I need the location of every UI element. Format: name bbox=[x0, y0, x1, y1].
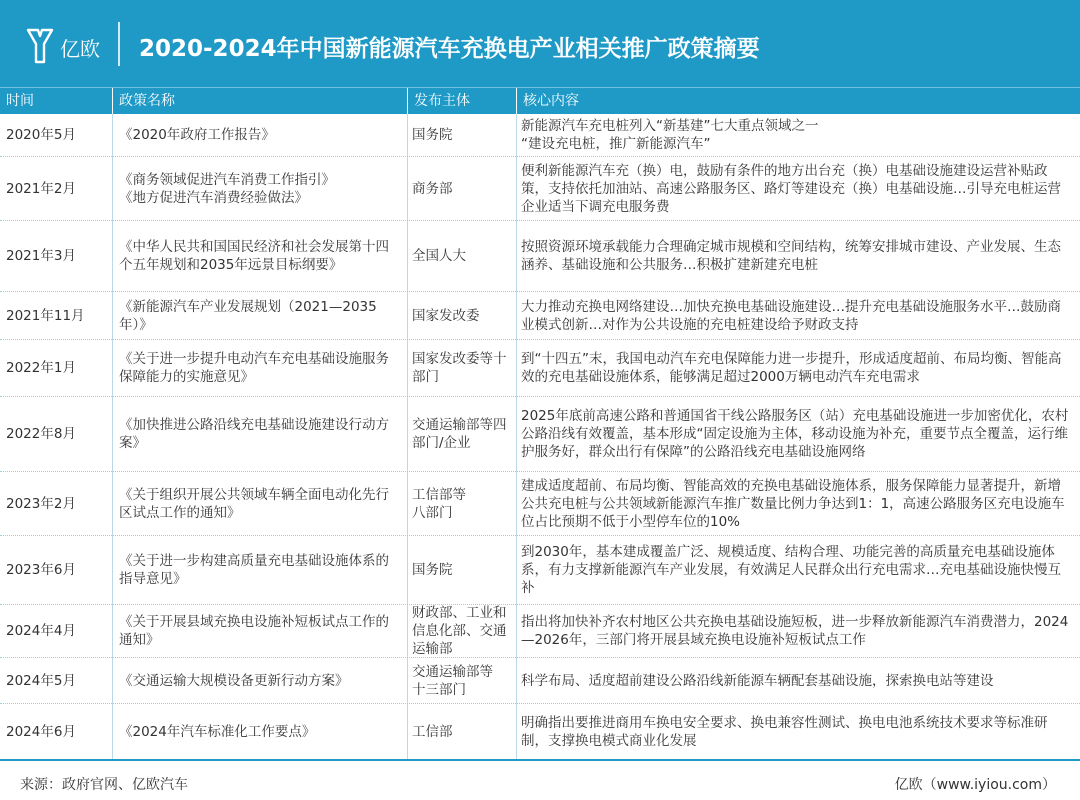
cell-policy-name: 《关于进一步构建高质量充电基础设施体系的指导意见》 bbox=[119, 553, 389, 587]
cell-core-content: 到2030年，基本建成覆盖广泛、规模适度、结构合理、功能完善的高质量充电基础设施体系，有力支撑新能源汽车产业发展，有效满足人民群众出行充电需求…充电基础设施快慢互补 bbox=[521, 544, 1061, 596]
header-divider bbox=[118, 22, 120, 66]
cell-time: 2024年4月 bbox=[6, 623, 76, 639]
cell-issuer: 全国人大 bbox=[412, 248, 466, 264]
logo bbox=[26, 26, 110, 66]
table-row bbox=[0, 340, 1080, 397]
cell-time: 2021年11月 bbox=[6, 307, 85, 324]
cell-issuer: 财政部、工业和信息化部、交通运输部 bbox=[412, 605, 507, 657]
cell-core-content: 2025年底前高速公路和普通国省干线公路服务区（站）充电基础设施进一步加密优化，农村公路沿线有效覆盖，基本形成“固定设施为主体，移动设施为补充，重要节点全覆盖，运行维护服务好，群众出行有保障”的公路沿线充电基础设施网络 bbox=[521, 408, 1069, 460]
cell-time: 2021年3月 bbox=[6, 248, 76, 264]
column-header-policy-name: 政策名称 bbox=[119, 93, 175, 109]
cell-core-content: 指出将加快补齐农村地区公共充换电基础设施短板，进一步释放新能源汽车消费潜力，2024—2026年，三部门将开展县域充换电设施补短板试点工作 bbox=[521, 614, 1069, 648]
cell-issuer: 国务院 bbox=[412, 127, 453, 143]
cell-policy-name: 《交通运输大规模设备更新行动方案》 bbox=[119, 672, 349, 689]
cell-policy-name: 《关于进一步提升电动汽车充电基础设施服务保障能力的实施意见》 bbox=[119, 351, 389, 385]
cell-policy-name: 《关于开展县域充换电设施补短板试点工作的通知》 bbox=[119, 614, 389, 648]
cell-time: 2022年1月 bbox=[6, 360, 76, 376]
cell-time: 2023年6月 bbox=[6, 562, 76, 578]
cell-policy-name: 《加快推进公路沿线充电基础设施建设行动方案》 bbox=[119, 417, 389, 451]
table-row bbox=[0, 536, 1080, 605]
cell-policy-name: 《2024年汽车标准化工作要点》 bbox=[119, 723, 316, 740]
cell-core-content: 便利新能源汽车充（换）电，鼓励有条件的地方出台充（换）电基础设施建设运营补贴政策，支持依托加油站、高速公路服务区、路灯等建设充（换）电基础设施…引导充电桩运营企业适当下调充电服务费 bbox=[521, 162, 1061, 215]
cell-policy-name: 《2020年政府工作报告》 bbox=[119, 127, 275, 143]
cell-issuer: 交通运输部等 十三部门 bbox=[412, 663, 493, 698]
table-header bbox=[0, 87, 1080, 114]
table-bottom-rule bbox=[0, 759, 1080, 761]
cell-policy-name: 《商务领域促进汽车消费工作指引》 《地方促进汽车消费经验做法》 bbox=[119, 171, 335, 206]
cell-time: 2021年2月 bbox=[6, 180, 76, 197]
table-row bbox=[0, 292, 1080, 340]
table-row bbox=[0, 704, 1080, 759]
cell-issuer: 国家发改委 bbox=[412, 307, 480, 324]
logo-text: 亿欧 bbox=[60, 37, 100, 61]
cell-time: 2022年8月 bbox=[6, 426, 76, 442]
cell-time: 2024年6月 bbox=[6, 723, 76, 740]
cell-time: 2023年2月 bbox=[6, 495, 76, 512]
page-title: 2020-2024年中国新能源汽车充换电产业相关推广政策摘要 bbox=[139, 36, 760, 62]
cell-policy-name: 《关于组织开展公共领域车辆全面电动化先行区试点工作的通知》 bbox=[119, 486, 389, 521]
cell-core-content: 新能源汽车充电桩列入“新基建”七大重点领域之一 “建设充电桩，推广新能源汽车” bbox=[521, 118, 819, 152]
column-header-core-content: 核心内容 bbox=[523, 93, 579, 109]
cell-core-content: 按照资源环境承载能力合理确定城市规模和空间结构，统筹安排城市建设、产业发展、生态涵养、基础设施和公共服务…积极扩建新建充电桩 bbox=[521, 239, 1061, 273]
cell-policy-name: 《中华人民共和国国民经济和社会发展第十四个五年规划和2035年远景目标纲要》 bbox=[119, 239, 389, 273]
table-row bbox=[0, 397, 1080, 472]
cell-policy-name: 《新能源汽车产业发展规划（2021—2035年）》 bbox=[119, 298, 377, 333]
policy-table bbox=[0, 114, 1080, 759]
yiou-logo-icon bbox=[26, 26, 54, 66]
table-row bbox=[0, 221, 1080, 292]
column-header-issuer: 发布主体 bbox=[414, 93, 470, 109]
cell-issuer: 国务院 bbox=[412, 562, 453, 578]
cell-issuer: 国家发改委等十部门 bbox=[412, 351, 507, 385]
cell-core-content: 大力推动充换电网络建设…加快充换电基础设施建设…提升充电基础设施服务水平…鼓励商业模式创新…对作为公共设施的充电桩建设给予财政支持 bbox=[521, 298, 1061, 333]
cell-core-content: 到“十四五”末，我国电动汽车充电保障能力进一步提升，形成适度超前、布局均衡、智能高效的充电基础设施体系，能够满足超过2000万辆电动汽车充电需求 bbox=[521, 351, 1062, 385]
table-row bbox=[0, 605, 1080, 658]
cell-time: 2024年5月 bbox=[6, 672, 76, 689]
cell-issuer: 工信部 bbox=[412, 723, 453, 740]
column-header-time: 时间 bbox=[6, 93, 34, 109]
source-note: 来源：政府官网、亿欧汽车 bbox=[20, 777, 188, 793]
cell-time: 2020年5月 bbox=[6, 127, 76, 143]
cell-issuer: 工信部等 八部门 bbox=[412, 486, 466, 521]
cell-core-content: 建成适度超前、布局均衡、智能高效的充换电基础设施体系，服务保障能力显著提升，新增公共充电桩与公共领域新能源汽车推广数量比例力争达到1：1，高速公路服务区充电设施车位占比预期不低于小型停车位的10% bbox=[521, 477, 1065, 530]
cell-core-content: 明确指出要推进商用车换电安全要求、换电兼容性测试、换电电池系统技术要求等标准研制，支撑换电模式商业化发展 bbox=[521, 714, 1048, 749]
table-row bbox=[0, 114, 1080, 157]
header-banner bbox=[0, 0, 1080, 87]
table-row bbox=[0, 157, 1080, 221]
table-row bbox=[0, 658, 1080, 704]
site-credit: 亿欧（www.iyiou.com） bbox=[894, 777, 1056, 793]
cell-issuer: 商务部 bbox=[412, 180, 453, 197]
table-row bbox=[0, 472, 1080, 536]
cell-core-content: 科学布局、适度超前建设公路沿线新能源车辆配套基础设施，探索换电站等建设 bbox=[521, 672, 994, 689]
cell-issuer: 交通运输部等四部门/企业 bbox=[412, 417, 507, 451]
